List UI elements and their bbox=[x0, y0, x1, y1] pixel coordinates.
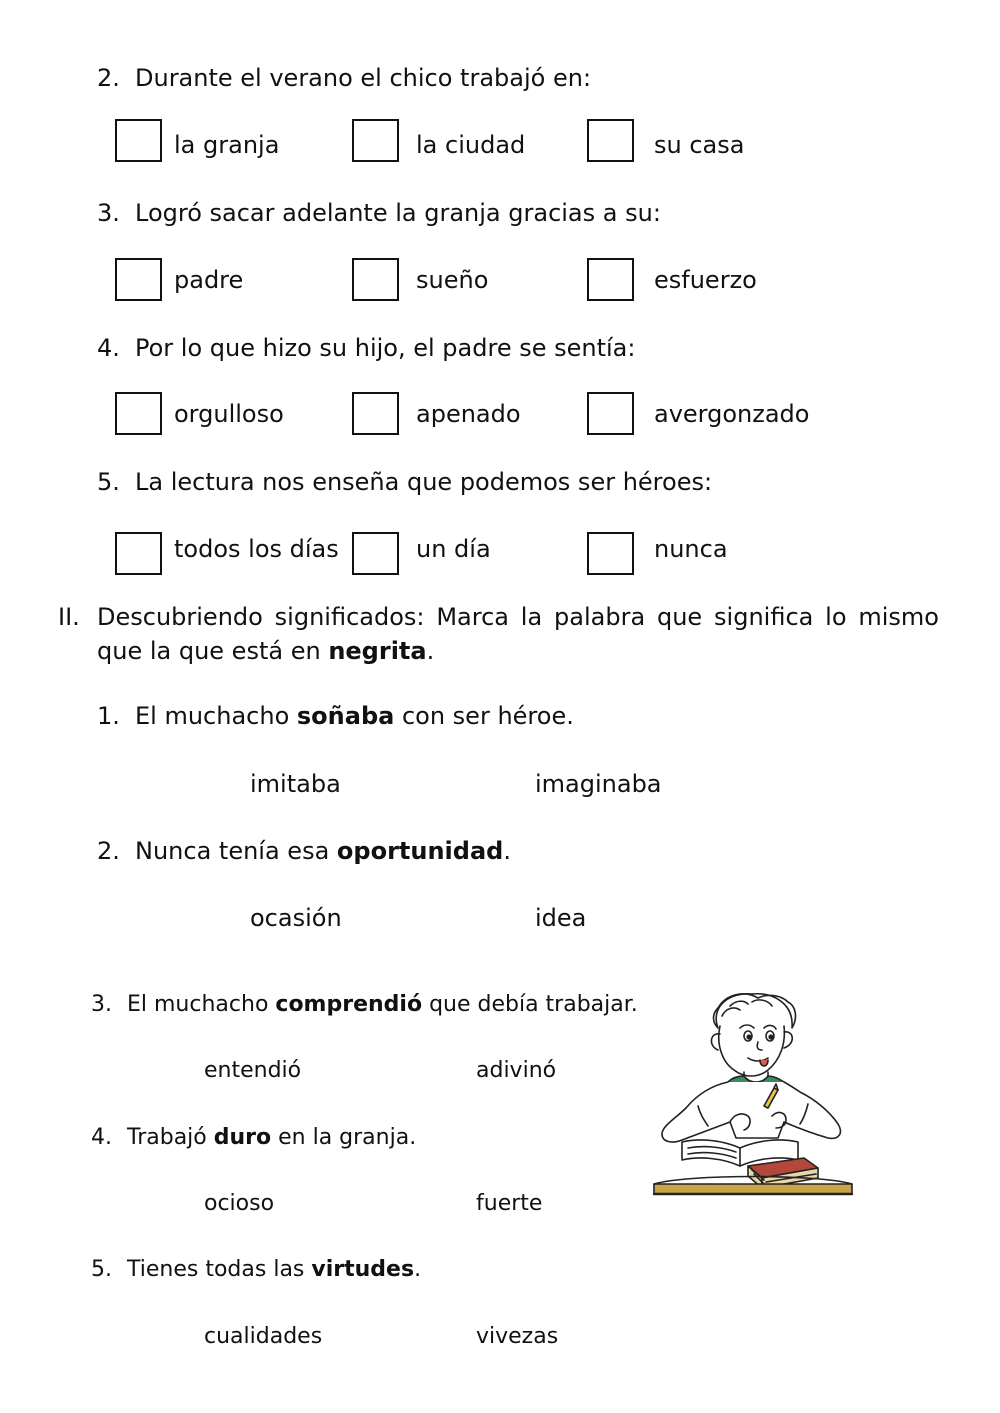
item-number: 5. bbox=[91, 1257, 112, 1282]
item-text-end: en la granja. bbox=[271, 1125, 417, 1150]
vocab-item-4 bbox=[91, 1125, 416, 1150]
instruction-end: . bbox=[426, 637, 435, 665]
option-label: todos los días bbox=[174, 535, 339, 563]
question-number: 4. bbox=[97, 334, 120, 362]
question-text: Logró sacar adelante la granja gracias a su: bbox=[135, 199, 661, 227]
checkbox-avergonzado[interactable] bbox=[587, 392, 634, 435]
question-number: 2. bbox=[97, 64, 120, 92]
vocab-item-1 bbox=[97, 702, 574, 730]
question-3 bbox=[97, 199, 661, 227]
option-label: avergonzado bbox=[654, 400, 810, 428]
option-label: su casa bbox=[654, 131, 745, 159]
checkbox-un-dia[interactable] bbox=[352, 532, 399, 575]
option-label: la ciudad bbox=[416, 131, 526, 159]
question-5 bbox=[97, 468, 712, 496]
checkbox-la-ciudad[interactable] bbox=[352, 119, 399, 162]
item-bold-word: comprendió bbox=[275, 992, 423, 1017]
vocab-option-entendio[interactable]: entendió bbox=[204, 1058, 302, 1083]
vocab-option-imaginaba[interactable]: imaginaba bbox=[535, 770, 662, 798]
item-text-end: con ser héroe. bbox=[394, 702, 574, 730]
checkbox-padre[interactable] bbox=[115, 258, 162, 301]
option-label: sueño bbox=[416, 266, 489, 294]
boy-studying-illustration bbox=[648, 988, 858, 1204]
vocab-option-cualidades[interactable]: cualidades bbox=[204, 1324, 323, 1349]
option-label: nunca bbox=[654, 535, 728, 563]
vocab-item-2 bbox=[97, 837, 511, 865]
vocab-option-ocioso[interactable]: ocioso bbox=[204, 1191, 275, 1216]
item-number: 4. bbox=[91, 1125, 112, 1150]
checkbox-esfuerzo[interactable] bbox=[587, 258, 634, 301]
question-number: 3. bbox=[97, 199, 120, 227]
checkbox-nunca[interactable] bbox=[587, 532, 634, 575]
item-text: El muchacho bbox=[127, 992, 276, 1017]
vocab-option-idea[interactable]: idea bbox=[535, 904, 587, 932]
item-number: 3. bbox=[91, 992, 112, 1017]
checkbox-la-granja[interactable] bbox=[115, 119, 162, 162]
item-text: Trabajó bbox=[127, 1125, 214, 1150]
vocab-option-fuerte[interactable]: fuerte bbox=[476, 1191, 543, 1216]
question-text: La lectura nos enseña que podemos ser héroes: bbox=[135, 468, 713, 496]
vocab-option-vivezas[interactable]: vivezas bbox=[476, 1324, 559, 1349]
question-text: Por lo que hizo su hijo, el padre se sentía: bbox=[135, 334, 636, 362]
vocab-option-adivino[interactable]: adivinó bbox=[476, 1058, 557, 1083]
checkbox-todos-los-dias[interactable] bbox=[115, 532, 162, 575]
item-bold-word: oportunidad bbox=[336, 837, 504, 865]
item-text-end: . bbox=[414, 1257, 422, 1282]
item-bold-word: virtudes bbox=[311, 1257, 415, 1282]
item-text: Nunca tenía esa bbox=[135, 837, 337, 865]
question-number: 5. bbox=[97, 468, 120, 496]
item-text: El muchacho bbox=[135, 702, 297, 730]
question-text: Durante el verano el chico trabajó en: bbox=[135, 64, 592, 92]
checkbox-su-casa[interactable] bbox=[587, 119, 634, 162]
item-text-end: . bbox=[503, 837, 511, 865]
item-number: 2. bbox=[97, 837, 120, 865]
item-text-end: que debía trabajar. bbox=[422, 992, 638, 1017]
vocab-option-ocasion[interactable]: ocasión bbox=[250, 904, 342, 932]
instruction-bold-word: negrita bbox=[328, 637, 427, 665]
option-label: un día bbox=[416, 535, 491, 563]
vocab-item-3 bbox=[91, 992, 638, 1017]
option-label: esfuerzo bbox=[654, 266, 757, 294]
question-2 bbox=[97, 64, 591, 92]
vocab-item-5 bbox=[91, 1257, 421, 1282]
option-label: la granja bbox=[174, 131, 280, 159]
checkbox-apenado[interactable] bbox=[352, 392, 399, 435]
checkbox-orgulloso[interactable] bbox=[115, 392, 162, 435]
section-number: II. bbox=[58, 603, 80, 631]
item-text: Tienes todas las bbox=[127, 1257, 312, 1282]
vocab-option-imitaba[interactable]: imitaba bbox=[250, 770, 341, 798]
option-label: padre bbox=[174, 266, 244, 294]
item-bold-word: soñaba bbox=[296, 702, 395, 730]
instruction-text: Descubriendo significados: Marca la palabra que significa lo mismo que la que está en bbox=[97, 603, 939, 665]
checkbox-sueno[interactable] bbox=[352, 258, 399, 301]
question-4 bbox=[97, 334, 635, 362]
option-label: apenado bbox=[416, 400, 521, 428]
section-instructions bbox=[97, 600, 939, 668]
item-number: 1. bbox=[97, 702, 120, 730]
option-label: orgulloso bbox=[174, 400, 284, 428]
item-bold-word: duro bbox=[213, 1125, 272, 1150]
